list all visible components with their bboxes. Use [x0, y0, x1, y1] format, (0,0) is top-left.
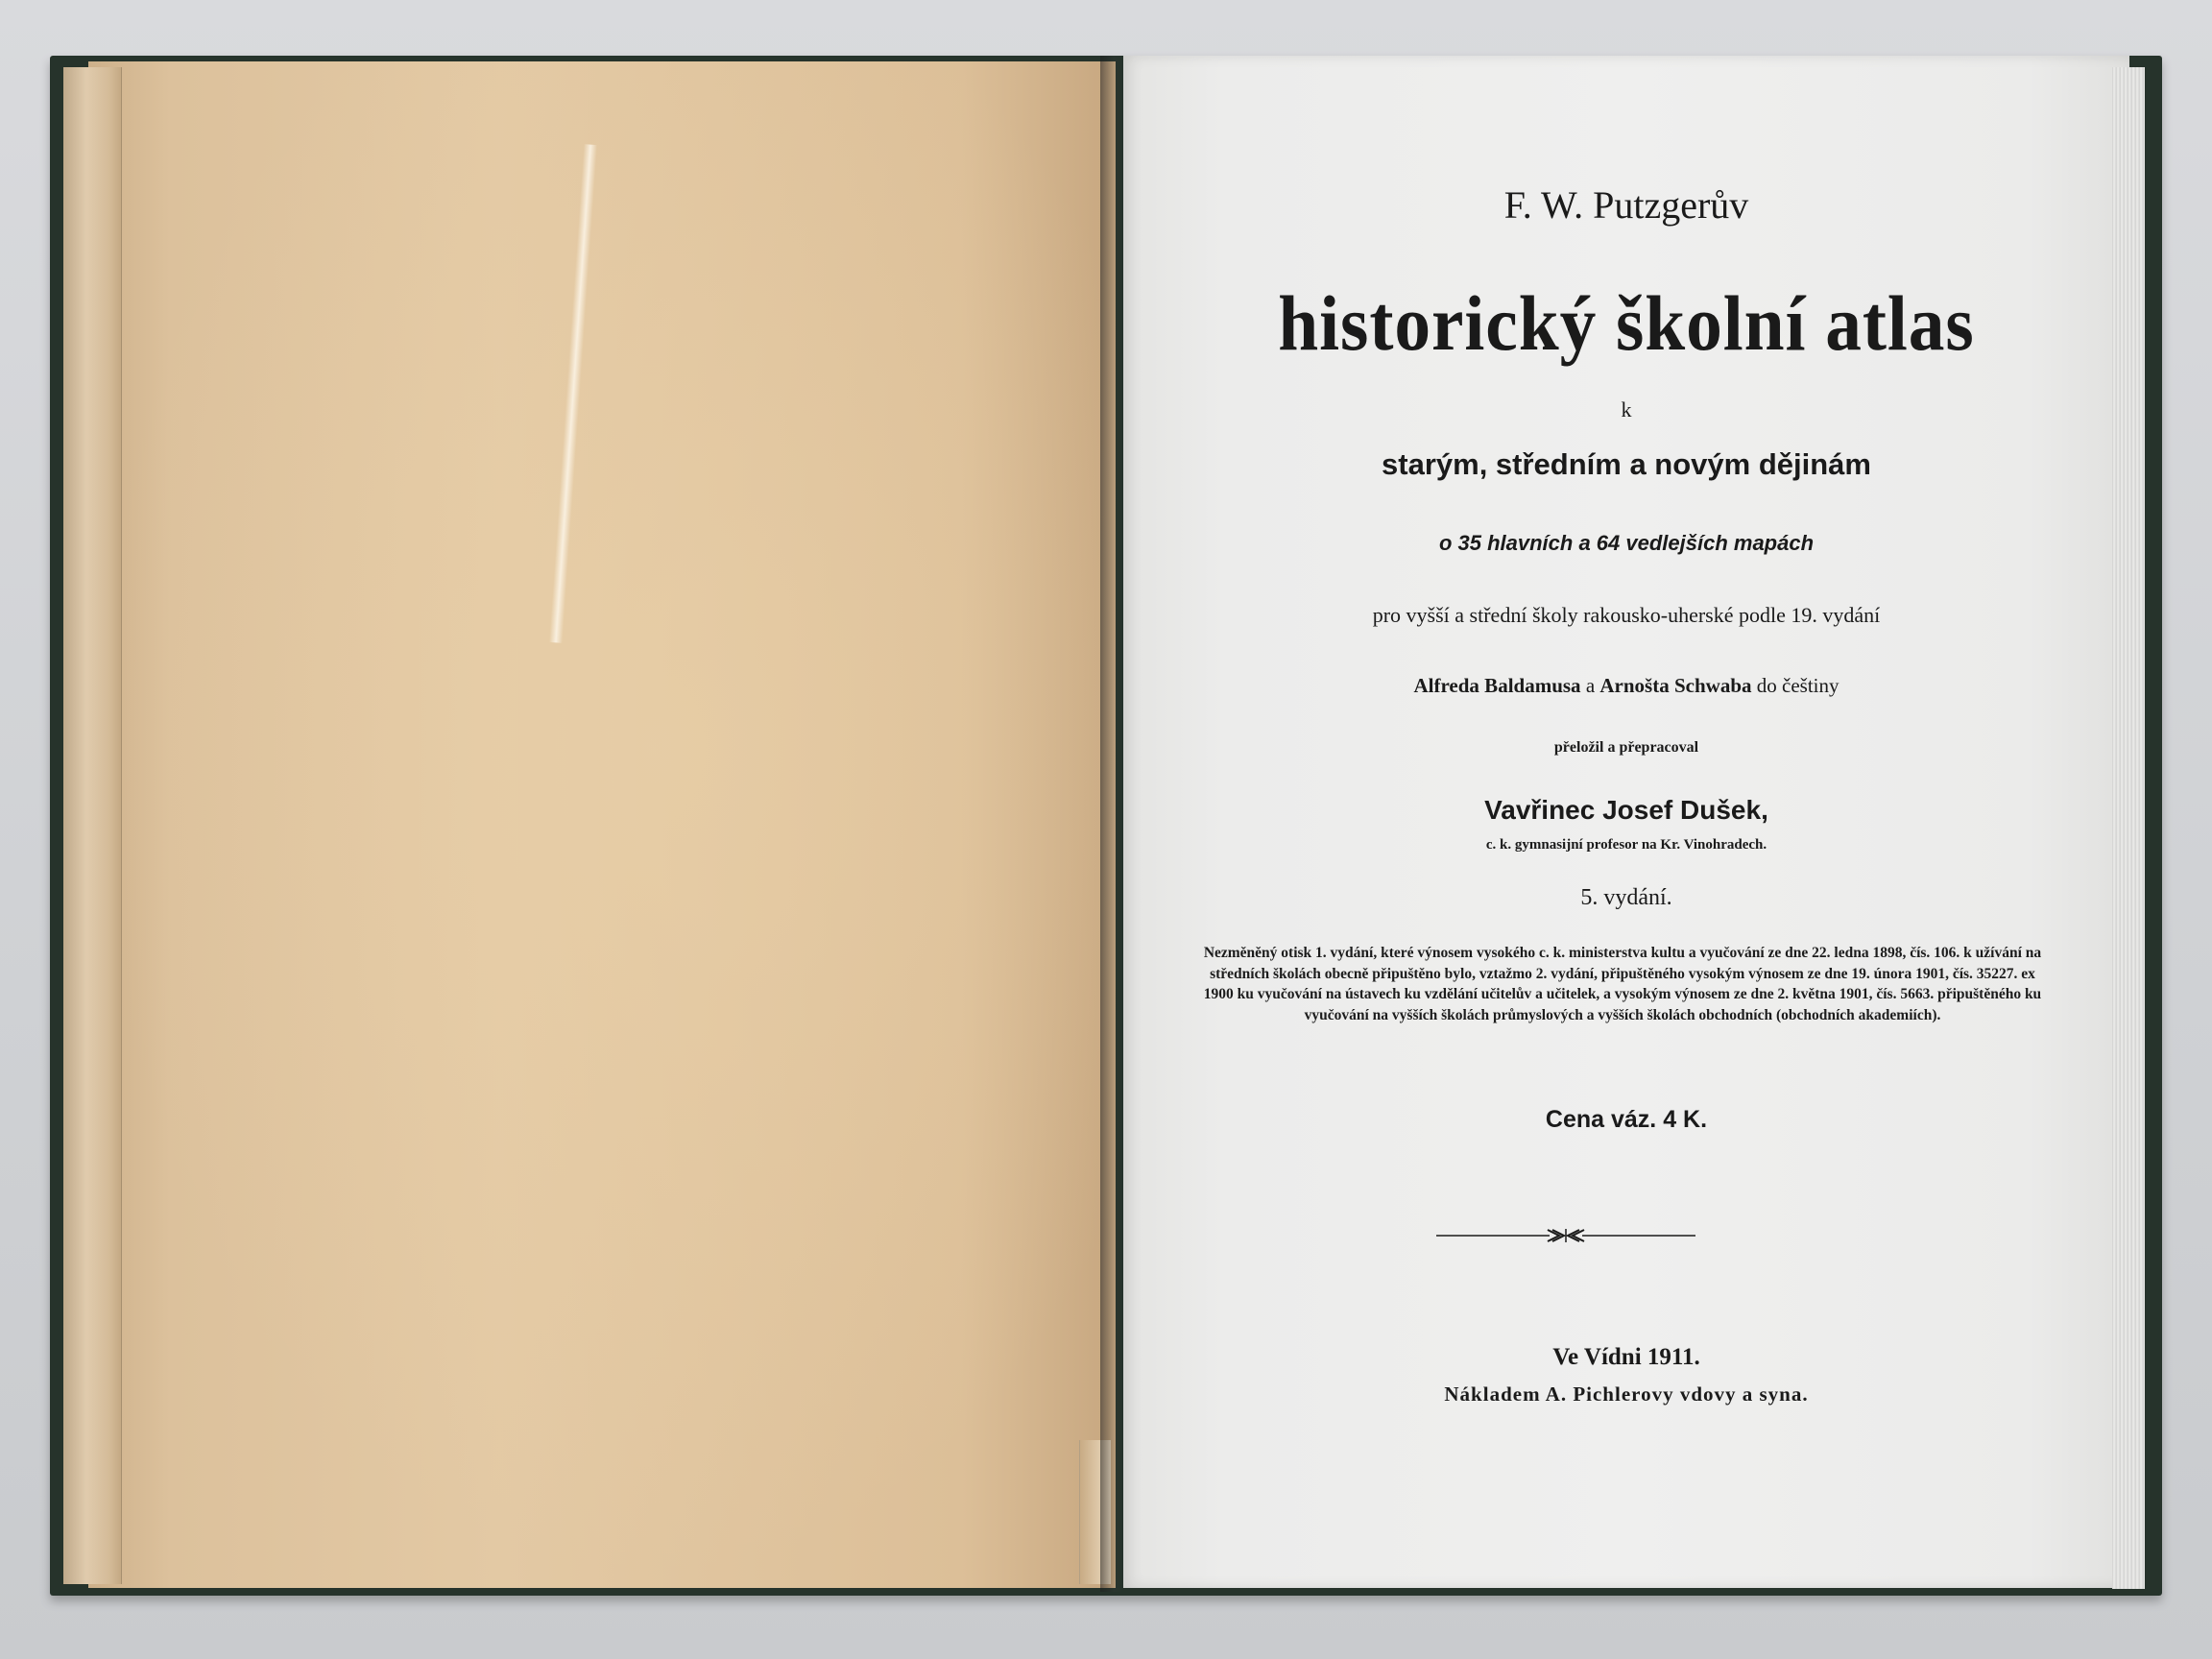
authors-to-czech: do češtiny — [1751, 674, 1839, 697]
schools-line: pro vyšší a střední školy rakousko-uherské podle 19. vydání — [1372, 603, 1881, 627]
book-title: historický školní atlas — [1278, 279, 1975, 367]
connector-k: k — [1621, 397, 1632, 421]
maps-count: o 35 hlavních a 64 vedlejších mapách — [1438, 531, 1815, 555]
author-schwab: Arnošta Schwaba — [1599, 674, 1752, 697]
price: Cena váz. 4 K. — [1545, 1106, 1708, 1133]
place-year: Ve Vídni 1911. — [1552, 1344, 1700, 1370]
approval-notice: Nezměněný otisk 1. vydání, které výnosem vysokého c. k. ministerstva kultu a vyučování ze dne 22. ledna 1898, čís. 106. k užívání na středních školách obecně připuštěno bylo, vztažmo 2. vydání, připuštěného vysokým výnosem ze dne 19. února 1901, čís. 35227. ex 1900 ku vyučování na ústavech ku vzdělání učitelův a učitelek, a vysokým výnosem ze dne 2. května 1901, čís. 5663. připuštěného ku vyučování na vyšších školách průmyslových a vyšších školách obchodních (obchodních akademiích). — [1203, 945, 2042, 1023]
subtitle: starým, středním a novým dějinám — [1382, 447, 1871, 481]
left-endpaper — [88, 61, 1116, 1588]
publisher: Nákladem A. Pichlerovy vdovy a syna. — [1444, 1382, 1809, 1406]
translated-by: přeložil a přepracoval — [1553, 739, 1699, 756]
gutter-shadow — [1100, 56, 1123, 1592]
author-line: F. W. Putzgerův — [1503, 183, 1749, 227]
translator-name: Vavřinec Josef Dušek, — [1484, 795, 1768, 825]
original-authors — [1123, 674, 2129, 698]
decorative-rule-ornament-icon — [1436, 1221, 1695, 1250]
left-hinge-strip — [63, 67, 122, 1584]
authors-and: a — [1580, 674, 1600, 697]
translator-title: c. k. gymnasijní profesor na Kr. Vinohradech. — [1485, 837, 1767, 853]
edition: 5. vydání. — [1580, 885, 1672, 910]
author-baldamus: Alfreda Baldamusa — [1413, 674, 1581, 697]
